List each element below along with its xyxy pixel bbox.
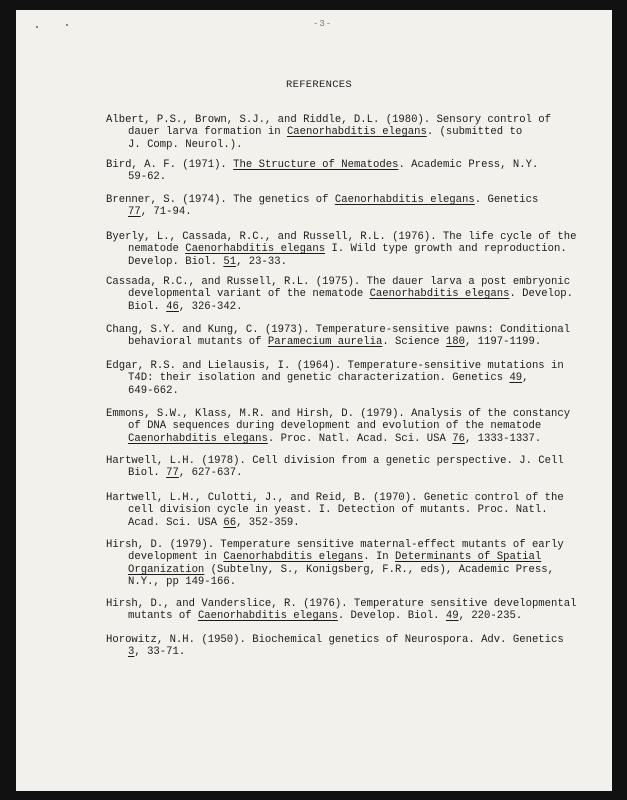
reference-entry — [106, 408, 571, 445]
document-page — [16, 10, 612, 791]
reference-line — [106, 634, 564, 646]
underlined-text: Caenorhabditis elegans — [369, 288, 510, 301]
text-segment: behavioral mutants of — [128, 336, 268, 349]
text-segment: (Subtelny, S., Konigsberg, F.R., eds), Academic Press, — [204, 563, 554, 576]
reference-entry — [106, 455, 564, 480]
reference-line — [106, 159, 556, 171]
reference-line — [106, 231, 577, 243]
page-title: REFERENCES — [286, 79, 353, 91]
underlined-text: Caenorhabditis elegans — [197, 610, 338, 623]
underlined-text: Organization — [128, 563, 205, 576]
text-segment: . Science — [382, 336, 446, 349]
reference-line — [106, 256, 556, 268]
text-segment: , 33-71. — [134, 646, 186, 659]
reference-entry — [106, 194, 556, 219]
reference-line — [106, 288, 574, 301]
text-segment: Byerly, L., Cassada, R.C., and Russell, R.L. (1976). The life cycle of the — [106, 231, 577, 243]
underlined-text: 51 — [223, 255, 237, 268]
text-segment: nematode — [128, 243, 186, 256]
text-segment: 59-62. — [128, 171, 167, 184]
underlined-text: Caenorhabditis elegans — [334, 194, 475, 206]
reference-line — [106, 492, 564, 504]
underlined-text: 46 — [166, 300, 179, 313]
text-segment: cell division cycle in yeast. I. Detection of mutants. Proc. Natl. — [128, 504, 548, 517]
reference-line — [106, 114, 556, 126]
reference-entry — [106, 634, 564, 659]
text-segment: Hartwell, L.H. (1978). Cell division from a genetic perspective. J. Cell — [106, 455, 564, 467]
text-segment: . Develop. Biol. — [337, 610, 446, 623]
reference-line — [106, 576, 556, 588]
page-number: -3- — [313, 19, 333, 29]
text-segment: I. Wild type growth and reproduction. — [325, 243, 567, 256]
underlined-text: 66 — [223, 516, 237, 529]
underlined-text: Caenorhabditis elegans — [286, 126, 427, 139]
reference-line — [106, 504, 556, 516]
reference-line — [106, 610, 556, 622]
text-segment: . Develop. — [509, 288, 574, 301]
reference-line — [106, 564, 556, 576]
underlined-text: 3 — [128, 646, 135, 659]
text-segment: Albert, P.S., Brown, S.J., and Riddle, D.L. (1980). Sensory control of — [106, 114, 552, 126]
text-segment: Chang, S.Y. and Kung, C. (1973). Temperature-sensitive pawns: Conditional — [106, 324, 571, 336]
text-segment: N.Y., pp 149-166. — [128, 576, 237, 589]
text-segment: . Proc. Natl. Acad. Sci. USA — [267, 432, 453, 445]
reference-line — [106, 385, 556, 397]
text-segment: of DNA sequences during development and evolution of the nematode — [128, 420, 542, 433]
reference-line — [106, 301, 556, 313]
underlined-text: Paramecium aurelia — [267, 336, 383, 349]
reference-line — [106, 551, 556, 563]
text-segment: Hirsh, D., and Vanderslice, R. (1976). Temperature sensitive developmental — [106, 598, 577, 610]
reference-line — [106, 206, 556, 218]
underlined-text: Caenorhabditis elegans — [223, 551, 364, 564]
underlined-text: Caenorhabditis elegans — [185, 243, 326, 256]
text-segment: . (submitted to — [426, 126, 523, 139]
underlined-text: Determinants of Spatial — [395, 551, 542, 564]
underlined-text: 49 — [445, 610, 459, 623]
reference-line — [106, 408, 571, 420]
text-segment: , 1197-1199. — [464, 336, 542, 349]
reference-line — [106, 139, 556, 151]
text-segment: . Academic Press, N.Y. — [398, 159, 539, 171]
reference-line — [106, 372, 556, 384]
text-segment: Acad. Sci. USA — [128, 516, 224, 529]
reference-line — [106, 539, 564, 551]
text-segment: Biol. — [128, 300, 167, 313]
reference-entry — [106, 276, 574, 313]
reference-line — [106, 455, 564, 467]
reference-entry — [106, 324, 571, 349]
underlined-text: The Structure of Nematodes — [233, 159, 399, 171]
reference-line — [106, 194, 556, 206]
text-segment: , 23-33. — [236, 255, 287, 268]
text-segment: Hartwell, L.H., Culotti, J., and Reid, B. (1970). Genetic control of the — [106, 492, 564, 504]
reference-line — [106, 467, 556, 479]
reference-entry — [106, 492, 564, 529]
text-segment: Brenner, S. (1974). The genetics of — [106, 194, 335, 206]
underlined-text: 77 — [128, 206, 141, 219]
reference-line — [106, 420, 556, 432]
reference-entry — [106, 159, 556, 184]
reference-entry — [106, 539, 564, 589]
underlined-text: 76 — [452, 432, 465, 445]
text-segment: , — [522, 372, 529, 385]
text-segment: Cassada, R.C., and Russell, R.L. (1975). The dauer larva a post embryonic — [106, 276, 571, 288]
underlined-text: Caenorhabditis elegans — [128, 432, 268, 445]
text-segment: , 220-235. — [458, 610, 523, 623]
reference-entry — [106, 114, 556, 151]
text-segment: Develop. Biol. — [128, 255, 224, 268]
text-segment: developmental variant of the nematode — [128, 288, 370, 301]
text-segment: Hirsh, D. (1979). Temperature sensitive maternal-effect mutants of early — [106, 539, 564, 551]
text-segment: , 326-342. — [178, 300, 243, 313]
text-segment: , 1333-1337. — [464, 432, 542, 445]
text-segment: dauer larva formation in — [128, 126, 287, 139]
reference-line — [106, 517, 556, 529]
reference-entry — [106, 360, 564, 397]
reference-entry — [106, 231, 577, 268]
text-segment: Bird, A. F. (1971). — [106, 159, 234, 171]
text-segment: Horowitz, N.H. (1950). Biochemical genetics of Neurospora. Adv. Genetics — [106, 634, 564, 646]
text-segment: Emmons, S.W., Klass, M.R. and Hirsh, D. (1979). Analysis of the constancy — [106, 408, 571, 420]
text-segment: , 352-359. — [236, 516, 300, 529]
reference-line — [106, 360, 564, 372]
reference-line — [106, 276, 571, 288]
reference-line — [106, 171, 556, 183]
text-segment: . In — [363, 551, 396, 564]
underlined-text: 77 — [166, 467, 179, 480]
text-segment: Biol. — [128, 467, 167, 480]
reference-line — [106, 646, 556, 658]
reference-entry — [106, 598, 577, 623]
reference-line — [106, 243, 567, 256]
underlined-text: 49 — [509, 372, 523, 385]
text-segment: . Genetics — [474, 194, 539, 206]
reference-line — [106, 336, 556, 348]
text-segment: Edgar, R.S. and Lielausis, I. (1964). Temperature-sensitive mutations in — [106, 360, 564, 372]
speck — [66, 24, 68, 26]
text-segment: , 627-637. — [178, 467, 243, 480]
text-segment: T4D: their isolation and genetic characterization. Genetics — [128, 372, 510, 385]
reference-line — [106, 433, 556, 445]
text-segment: mutants of — [128, 610, 198, 623]
text-segment: , 71-94. — [140, 206, 192, 219]
reference-line — [106, 324, 571, 336]
underlined-text: 180 — [445, 336, 465, 349]
speck — [36, 26, 38, 28]
reference-line — [106, 598, 577, 610]
text-segment: 649-662. — [128, 384, 179, 397]
text-segment: J. Comp. Neurol.). — [128, 138, 243, 151]
reference-line — [106, 126, 556, 138]
text-segment: development in — [128, 551, 224, 564]
